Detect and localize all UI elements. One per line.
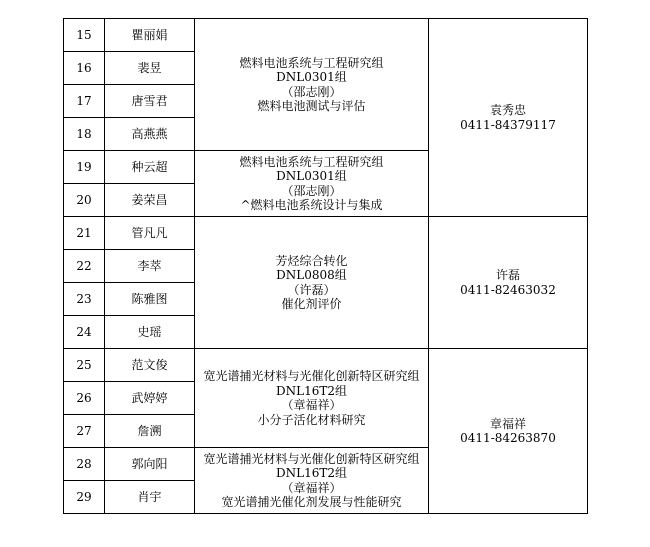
contact-cell	[429, 19, 588, 217]
research-group-cell	[195, 349, 429, 448]
group-topic: ^燃料电池系统设计与集成	[240, 198, 383, 212]
group-topic: 燃料电池测试与评估	[257, 99, 366, 113]
row-number: 29	[64, 481, 105, 514]
row-number: 16	[64, 52, 105, 85]
student-name: 高燕燕	[105, 118, 195, 151]
row-number: 15	[64, 19, 105, 52]
group-code: DNL0808组	[276, 268, 347, 282]
group-name: 燃料电池系统与工程研究组	[239, 55, 384, 70]
group-name: 宽光谱捕光材料与光催化创新特区研究组	[203, 369, 420, 383]
group-name: 芳烃综合转化	[275, 253, 348, 268]
research-group-cell	[195, 151, 429, 217]
student-name: 裴昱	[105, 52, 195, 85]
contact-phone: 0411-84263870	[460, 431, 556, 445]
group-topic: 宽光谱捕光催化剂发展与性能研究	[221, 495, 402, 509]
research-group-cell	[195, 448, 429, 514]
table-row	[64, 19, 588, 52]
group-leader: （邵志刚）	[281, 84, 342, 99]
student-name: 姜荣昌	[105, 184, 195, 217]
student-name: 管凡凡	[105, 217, 195, 250]
student-name: 李萃	[105, 250, 195, 283]
row-number: 27	[64, 415, 105, 448]
row-number: 22	[64, 250, 105, 283]
group-code: DNL0301组	[276, 70, 347, 84]
row-number: 26	[64, 382, 105, 415]
contact-phone: 0411-82463032	[460, 282, 556, 297]
group-topic: 催化剂评价	[281, 297, 342, 311]
student-name: 肖宇	[105, 481, 195, 514]
research-group-cell	[195, 19, 429, 151]
student-name: 范文俊	[105, 349, 195, 382]
group-name: 宽光谱捕光材料与光催化创新特区研究组	[203, 451, 420, 466]
group-code: DNL16T2组	[276, 466, 347, 480]
group-leader: （章福祥）	[281, 398, 342, 412]
student-name: 郭向阳	[105, 448, 195, 481]
table-row	[64, 349, 588, 382]
group-leader: （许磊）	[287, 282, 336, 297]
student-name: 詹溯	[105, 415, 195, 448]
group-code: DNL0301组	[276, 169, 347, 183]
student-name: 瞿丽娟	[105, 19, 195, 52]
contact-cell	[429, 217, 588, 349]
row-number: 23	[64, 283, 105, 316]
group-topic: 小分子活化材料研究	[257, 412, 366, 427]
group-leader: （邵志刚）	[281, 183, 342, 198]
student-name: 种云超	[105, 151, 195, 184]
group-name: 燃料电池系统与工程研究组	[239, 154, 384, 169]
row-number: 25	[64, 349, 105, 382]
row-number: 24	[64, 316, 105, 349]
student-name: 唐雪君	[105, 85, 195, 118]
contact-cell	[429, 349, 588, 514]
row-number: 18	[64, 118, 105, 151]
contact-phone: 0411-84379117	[460, 117, 556, 132]
row-number: 17	[64, 85, 105, 118]
row-number: 28	[64, 448, 105, 481]
group-leader: （章福祥）	[281, 480, 342, 495]
student-name: 武婷婷	[105, 382, 195, 415]
student-name: 史瑶	[105, 316, 195, 349]
research-group-cell	[195, 217, 429, 349]
contact-name: 章福祥	[489, 416, 526, 431]
student-name: 陈雅图	[105, 283, 195, 316]
row-number: 19	[64, 151, 105, 184]
table-row	[64, 217, 588, 250]
contact-name: 袁秀忠	[489, 103, 526, 117]
group-code: DNL16T2组	[276, 383, 347, 398]
contact-name: 许磊	[495, 268, 520, 282]
row-number: 20	[64, 184, 105, 217]
row-number: 21	[64, 217, 105, 250]
roster-table	[63, 18, 588, 514]
